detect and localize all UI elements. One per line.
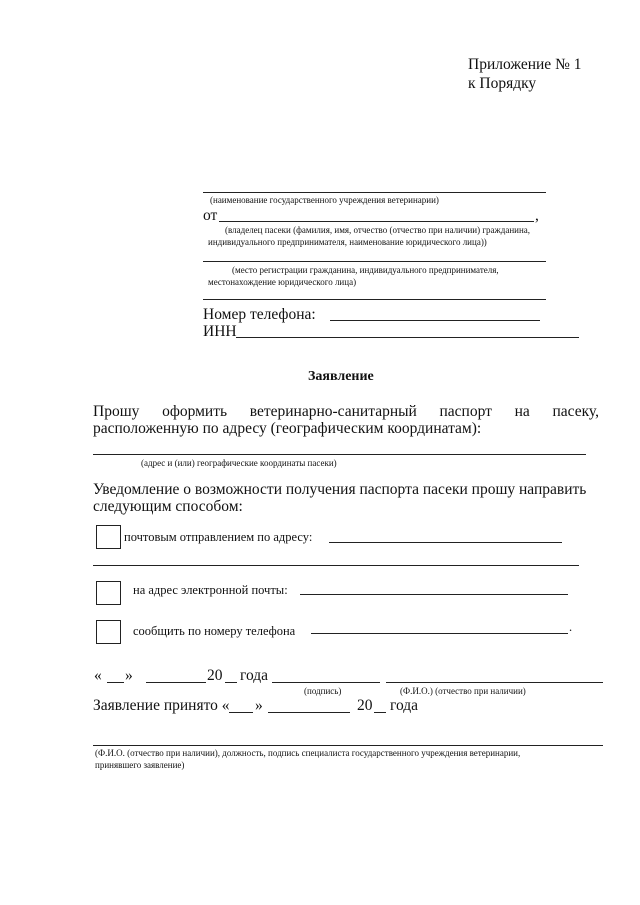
registration-field[interactable] xyxy=(203,261,546,262)
phone-label: Номер телефона: xyxy=(203,306,316,323)
address-field[interactable] xyxy=(93,454,586,455)
accepted-month-field[interactable] xyxy=(268,712,350,713)
request-word: оформить xyxy=(162,403,228,420)
phone-number-field[interactable] xyxy=(311,633,568,634)
request-word: пасеку, xyxy=(552,403,599,420)
email-option-checkbox[interactable] xyxy=(96,581,121,605)
phone-option-label: сообщить по номеру телефона xyxy=(133,624,296,638)
email-option-label: на адрес электронной почты: xyxy=(133,583,288,597)
signature-field[interactable] xyxy=(272,682,380,683)
from-label: от xyxy=(203,207,218,224)
accepted-year-field[interactable] xyxy=(374,712,386,713)
request-word: ветеринарно-санитарный xyxy=(249,403,417,420)
appendix-reference: к Порядку xyxy=(468,75,537,92)
accepted-label: Заявление принято « xyxy=(93,697,230,714)
appendix-number: Приложение № 1 xyxy=(468,56,582,73)
notify-line1: Уведомление о возможности получения паспорта пасеки прошу направить xyxy=(93,481,587,498)
date-day-field[interactable] xyxy=(107,682,124,683)
owner-caption-line2: индивидуального предпринимателя, наименование юридического лица)) xyxy=(208,237,487,247)
owner-field[interactable] xyxy=(219,221,534,222)
owner-comma: , xyxy=(535,207,539,224)
specialist-caption-line1: (Ф.И.О. (отчество при наличии), должность, подпись специалиста государственного учреждения ветеринарии, xyxy=(95,748,521,758)
accepted-year-word: года xyxy=(390,697,419,714)
postal-address-field-extra[interactable] xyxy=(93,565,579,566)
document-title: Заявление xyxy=(308,369,374,384)
inn-field[interactable] xyxy=(236,337,579,338)
email-field[interactable] xyxy=(300,594,568,595)
request-word: паспорт xyxy=(439,403,492,420)
date-open-quote: « xyxy=(94,667,102,684)
phone-field[interactable] xyxy=(330,320,540,321)
date-year-prefix: 20 xyxy=(207,667,223,684)
applicant-name-field[interactable] xyxy=(386,682,603,683)
inn-label: ИНН xyxy=(203,323,237,340)
applicant-name-caption: (Ф.И.О.) (отчество при наличии) xyxy=(400,686,526,696)
request-line2: расположенную по адресу (географическим координатам): xyxy=(93,420,482,437)
date-close-quote: » xyxy=(125,667,133,684)
accepted-close-quote: » xyxy=(255,697,263,714)
accepted-year-prefix: 20 xyxy=(357,697,373,714)
owner-caption-line1: (владелец пасеки (фамилия, имя, отчество (отчество при наличии) гражданина, xyxy=(225,225,531,235)
registration-caption-line2: местонахождение юридического лица) xyxy=(208,277,357,287)
request-line1 xyxy=(93,403,599,421)
org-name-field[interactable] xyxy=(203,192,546,193)
request-word: на xyxy=(514,403,530,420)
signature-caption: (подпись) xyxy=(304,686,342,696)
phone-option-period: . xyxy=(569,620,573,634)
registration-caption-line1: (место регистрации гражданина, индивидуального предпринимателя, xyxy=(232,265,499,275)
date-year-field[interactable] xyxy=(225,682,237,683)
date-year-word: года xyxy=(240,667,269,684)
specialist-caption-line2: принявшего заявление) xyxy=(95,760,185,770)
address-caption: (адрес и (или) географические координаты пасеки) xyxy=(141,458,337,468)
org-name-caption: (наименование государственного учреждения ветеринарии) xyxy=(210,195,439,205)
registration-field-extra[interactable] xyxy=(203,299,546,300)
notify-line2: следующим способом: xyxy=(93,498,243,515)
date-month-field[interactable] xyxy=(146,682,206,683)
postal-option-checkbox[interactable] xyxy=(96,525,121,549)
request-word: Прошу xyxy=(93,403,140,420)
postal-address-field[interactable] xyxy=(329,542,562,543)
accepted-day-field[interactable] xyxy=(229,712,253,713)
specialist-field[interactable] xyxy=(93,745,603,746)
phone-option-checkbox[interactable] xyxy=(96,620,121,644)
postal-option-label: почтовым отправлением по адресу: xyxy=(124,530,313,544)
